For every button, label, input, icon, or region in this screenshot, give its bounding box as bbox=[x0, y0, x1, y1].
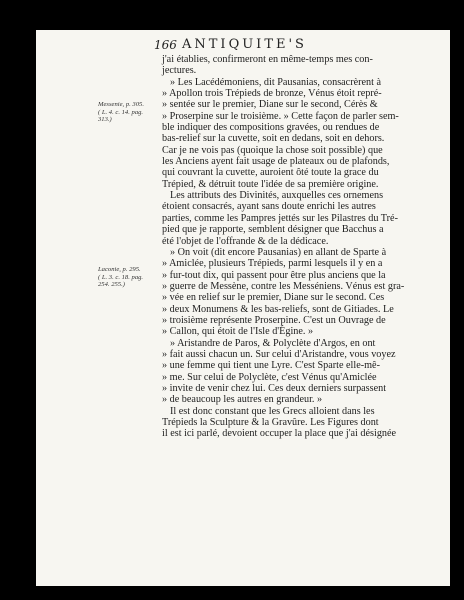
text-line: » On voit (dit encore Pausanias) en allant de Sparte à bbox=[170, 246, 387, 258]
text-line: » de beaucoup les autres en grandeur. » bbox=[162, 394, 323, 406]
text-line: il est ici parlé, devoient occuper la place que j'ai désignée bbox=[162, 428, 397, 440]
text-line: Trépied, & détruit toute l'idée de sa première origine. bbox=[162, 178, 379, 190]
text-line: pied que je rapporte, semblent désigner que Bacchus a bbox=[162, 224, 384, 236]
text-line: été l'objet de l'offrande & de la dédicace. bbox=[162, 235, 329, 247]
margin-note-laconie bbox=[98, 266, 158, 289]
text-line: Il est donc constant que les Grecs alloient dans les bbox=[170, 405, 375, 417]
margin-note-line: ( L. 3. c. 18. pag. bbox=[98, 273, 144, 281]
text-line: » guerre de Messène, contre les Messéniens. Vénus est gra- bbox=[162, 280, 405, 292]
running-title: ANTIQUITE'S bbox=[182, 37, 307, 52]
text-line: étoient consacrés, ayant sans doute enrichi les autres bbox=[162, 201, 376, 213]
text-line: » fait aussi chacun un. Sur celui d'Aristandre, vous voyez bbox=[162, 348, 396, 360]
text-line: » Aristandre de Paros, & Polyclète d'Argos, en ont bbox=[170, 337, 376, 349]
text-line: qui couvrant la cuvette, auroient ôté toute la grace du bbox=[162, 167, 379, 179]
text-line: bas-relief sur la cuvette, soit en dedans, soit en dehors. bbox=[162, 133, 385, 145]
margin-note-line: Laconie, p. 295. bbox=[98, 266, 141, 273]
margin-note-line: ( L. 4. c. 14. pag. bbox=[98, 108, 144, 116]
text-line: Car je ne vois pas (quoique la chose soit possible) que bbox=[162, 144, 383, 156]
text-line: » Les Lacédémoniens, dit Pausanias, consacrèrent à bbox=[170, 76, 382, 88]
text-line: » vée en relief sur le premier, Diane sur le second. Ces bbox=[162, 292, 385, 304]
text-line: ble indiquer des compositions gravées, ou rendues de bbox=[162, 122, 380, 134]
text-line: Les attributs des Divinités, auxquelles ces ornemens bbox=[170, 190, 384, 202]
text-line: » invite de venir chez lui. Ces deux derniers surpassent bbox=[162, 382, 387, 394]
text-line: Trépieds la Sculpture & la Gravûre. Les Figures dont bbox=[162, 417, 379, 428]
text-line: » deux Monumens & les bas-reliefs, sont de Gitiades. Le bbox=[162, 303, 394, 315]
text-line: » troisième représente Proserpine. C'est un Ouvrage de bbox=[162, 314, 386, 326]
margin-note-line: 313.) bbox=[98, 116, 112, 123]
margin-note-line: 254. 255.) bbox=[98, 281, 125, 288]
text-line: » Callon, qui étoit de l'Isle d'Égine. » bbox=[162, 326, 314, 338]
text-line: jectures. bbox=[162, 65, 197, 77]
text-line: j'ai établies, confirmeront en même-temps mes con- bbox=[162, 54, 373, 65]
text-line: les Anciens ayent fait usage de plateaux ou de plafonds, bbox=[162, 156, 390, 168]
text-line: » me. Sur celui de Polyclète, c'est Vénus qu'Amiclée bbox=[162, 371, 377, 383]
margin-note-messenie bbox=[98, 101, 158, 124]
text-line: » sentée sur le premier, Diane sur le second, Cérès & bbox=[162, 99, 378, 111]
body-text bbox=[162, 54, 424, 440]
page-number: 166 bbox=[154, 38, 177, 52]
text-line: » une femme qui tient une Lyre. C'est Sparte elle-mê- bbox=[162, 360, 380, 372]
text-line: » fur-tout dix, qui passent pour être plus anciens que la bbox=[162, 269, 386, 281]
text-line: » Apollon trois Trépieds de bronze, Vénus étoit repré- bbox=[162, 88, 382, 100]
text-line: parties, comme les Pampres jettés sur les Pilastres du Tré- bbox=[162, 212, 398, 224]
margin-note-line: Messenie, p. 305. bbox=[98, 101, 144, 108]
text-line: » Proserpine sur le troisième. » Cette façon de parler sem- bbox=[162, 110, 399, 122]
text-line: » Amiclée, plusieurs Trépieds, parmi lesquels il y en a bbox=[162, 258, 383, 270]
